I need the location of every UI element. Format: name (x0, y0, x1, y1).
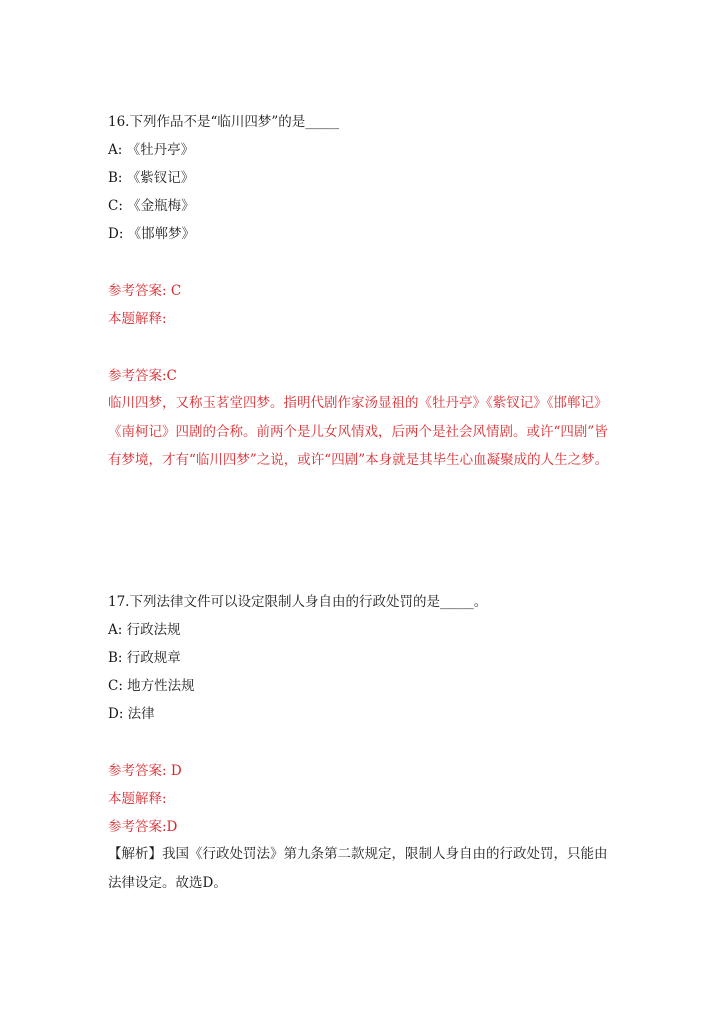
q17-option-d: D: 法律 (108, 706, 155, 722)
q16-explain-label: 本题解释: (108, 311, 167, 327)
q16-option-a: A: 《牡丹亭》 (108, 142, 195, 158)
q17-explanation: 【解析】我国《行政处罚法》第九条第二款规定，限制人身自由的行政处罚，只能由法律设定。故选D。 (108, 846, 608, 891)
q17-answer-label-2: 参考答案:D (108, 819, 178, 835)
q16-answer-label-2: 参考答案:C (108, 368, 177, 384)
q17-explain-label: 本题解释: (108, 791, 167, 807)
q17-option-b: B: 行政规章 (108, 650, 181, 666)
q16-option-c: C: 《金瓶梅》 (108, 198, 195, 214)
q16-explanation: 临川四梦，又称玉茗堂四梦。指明代剧作家汤显祖的《牡丹亭》《紫钗记》《邯郸记》《南柯记》四剧的合称。前两个是儿女风情戏，后两个是社会风情剧。或许“四剧”皆有梦境，才有“临川四梦”之说，或许“四剧”本身就是其毕生心血凝聚成的人生之梦。 (108, 395, 609, 468)
q16-option-d: D: 《邯郸梦》 (108, 226, 196, 242)
q17-option-a: A: 行政法规 (108, 622, 181, 638)
q17-option-c: C: 地方性法规 (108, 678, 195, 694)
q16-answer-label: 参考答案: C (108, 283, 182, 299)
question-17-text: 17.下列法律文件可以设定限制人身自由的行政处罚的是_____。 (108, 594, 488, 610)
question-16-text: 16.下列作品不是“临川四梦”的是_____ (108, 114, 340, 130)
q17-answer-label: 参考答案: D (108, 763, 182, 779)
q16-option-b: B: 《紫钗记》 (108, 170, 195, 186)
